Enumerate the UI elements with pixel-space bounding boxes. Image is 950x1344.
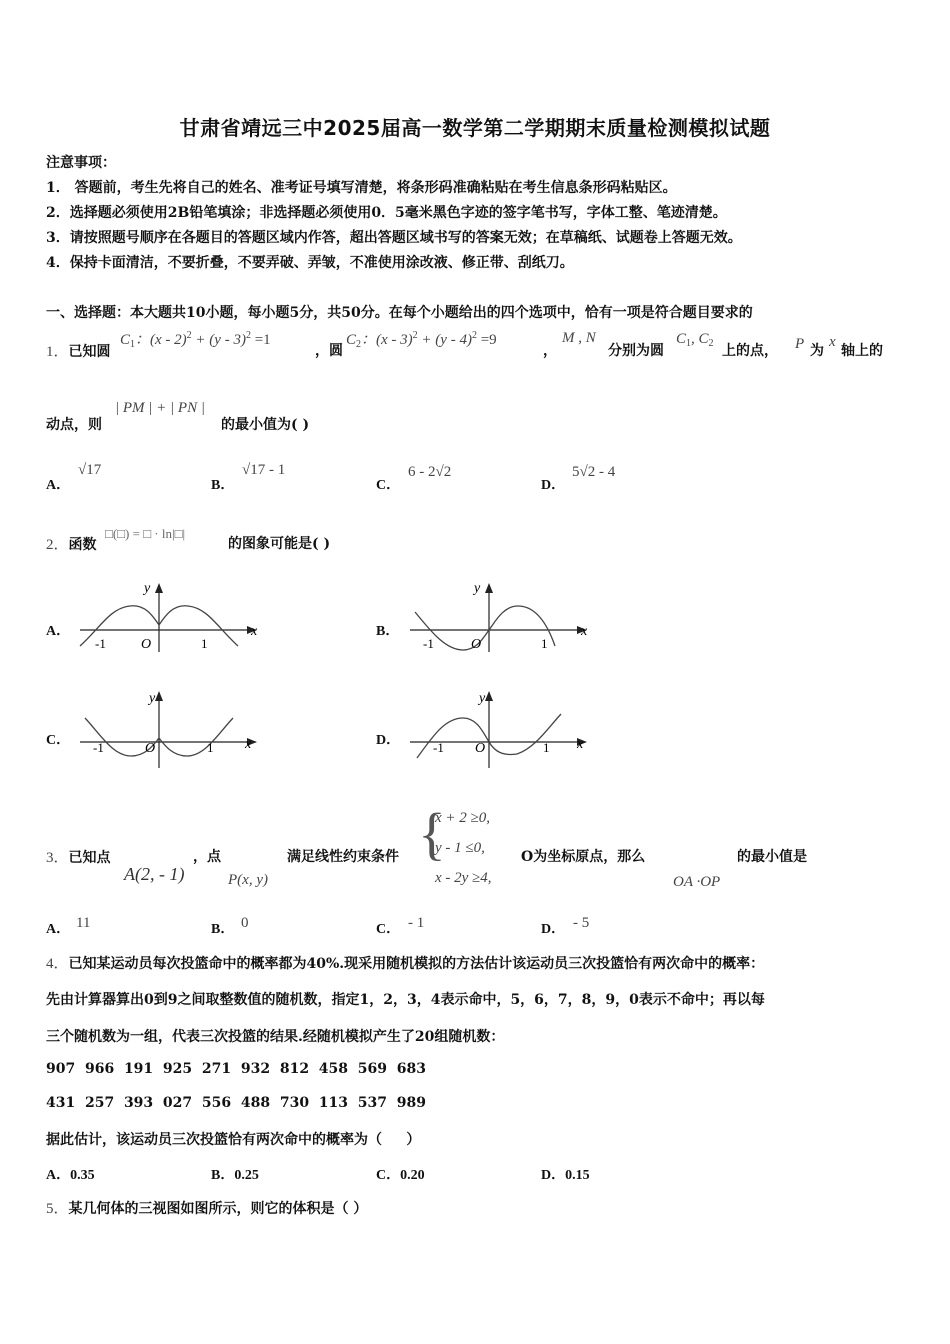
- q3-number: 3．: [46, 850, 69, 866]
- q2-graph-a: [75, 578, 265, 653]
- x-label: x: [577, 737, 584, 752]
- q3-text-2: ，点: [193, 849, 221, 865]
- q1-option-a-value: √17: [78, 462, 102, 478]
- q4-question: 据此估计，该运动员三次投篮恰有两次命中的概率为（ ）: [46, 1132, 421, 1148]
- q2-graph-b: [405, 578, 595, 653]
- origin-label: O: [145, 741, 156, 756]
- q2-text-1: 函数: [68, 537, 97, 553]
- q3-dot-product: OA ·OP: [673, 874, 721, 890]
- q1-text-7: 动点，则: [46, 417, 102, 433]
- q1-circle2-eq: $C_2$：(x - 3)$^2$ + (y - 4)$^2$ =9: [346, 330, 497, 350]
- tick-pos: 1: [201, 636, 208, 651]
- q4-line-3: 三个随机数为一组，代表三次投篮的结果.经随机模拟产生了20组随机数：: [46, 1029, 505, 1045]
- q3-constraint-3: x - 2y ≥4,: [435, 870, 492, 886]
- q1-p: P: [795, 336, 805, 352]
- x-label: x: [581, 624, 588, 639]
- q1-option-a-label: A．: [46, 478, 71, 493]
- q3-option-d-value: - 5: [573, 915, 590, 931]
- q1-option-c-label: C．: [376, 478, 401, 493]
- q1-option-c-value: 6 - 2√2: [408, 464, 452, 480]
- q4-random-row-2: 431 257 393 027 556 488 730 113 537 989: [46, 1095, 426, 1111]
- y-label: y: [479, 691, 486, 706]
- q1-comma: ，: [543, 343, 557, 359]
- q4-option-a: A．0.35: [46, 1168, 95, 1183]
- notice-item-1: 1． 答题前，考生先将自己的姓名、准考证号填写清楚，将条形码准确粘贴在考生信息条形码粘贴区。: [46, 180, 677, 196]
- y-axis-arrow: [485, 583, 493, 593]
- q1-text-8: 的最小值为( ): [221, 417, 310, 433]
- y-label: y: [144, 581, 151, 596]
- origin-label: O: [471, 637, 482, 652]
- q3-text-3: 满足线性约束条件: [287, 849, 399, 865]
- q1-number: 1．: [46, 344, 69, 360]
- tick-neg: -1: [423, 636, 434, 651]
- curve: [415, 606, 555, 650]
- origin-label: O: [475, 741, 486, 756]
- q3-option-c-value: - 1: [408, 915, 425, 931]
- page-title: 甘肃省靖远三中2025届高一数学第二学期期末质量检测模拟试题: [179, 116, 771, 140]
- q4-line-2: 先由计算器算出0到9之间取整数值的随机数，指定1，2，3，4表示命中，5，6，7，8，9，0表示不命中；再以每: [46, 992, 765, 1008]
- q3-text-1: 已知点: [68, 850, 111, 866]
- q4-option-d: D．0.15: [541, 1168, 590, 1183]
- q1-text-3: 分别为圆: [608, 343, 664, 359]
- q3-line: [46, 846, 111, 867]
- q5-text: 某几何体的三视图如图所示，则它的体积是（ ）: [68, 1201, 368, 1217]
- q3-option-b-value: 0: [241, 915, 249, 931]
- q4-random-row-1: 907 966 191 925 271 932 812 458 569 683: [46, 1061, 426, 1077]
- q2-line: [46, 533, 97, 554]
- q1-option-d-value: 5√2 - 4: [572, 464, 616, 480]
- q1-circles: $C_1$, $C_2$: [676, 331, 714, 349]
- q2-function: □(□) = □ · ln|□|: [105, 526, 186, 541]
- y-axis-arrow: [155, 583, 163, 593]
- origin-label: O: [141, 637, 152, 652]
- q3-option-d-label: D．: [541, 922, 566, 937]
- q3-text-5: 的最小值是: [737, 849, 807, 865]
- tick-neg: -1: [433, 740, 444, 755]
- notice-item-3: 3．请按照题号顺序在各题目的答题区域内作答，超出答题区域书写的答案无效；在草稿纸、试题卷上答题无效。: [46, 230, 742, 246]
- q3-option-a-value: 11: [76, 915, 91, 931]
- q3-option-b-label: B．: [211, 922, 235, 937]
- q5-line: [46, 1197, 367, 1218]
- q4-option-c: C．0.20: [376, 1168, 425, 1183]
- notice-heading: 注意事项：: [46, 155, 116, 171]
- notice-item-4: 4．保持卡面清洁，不要折叠，不要弄破、弄皱，不准使用涂改液、修正带、刮纸刀。: [46, 255, 574, 271]
- y-axis-arrow: [485, 691, 493, 701]
- q3-option-a-label: A．: [46, 922, 71, 937]
- q2-number: 2．: [46, 537, 69, 553]
- x-label: x: [245, 737, 252, 752]
- q3-text-4: O为坐标原点，那么: [521, 849, 646, 865]
- q1-mn: M , N: [562, 330, 596, 346]
- q3-constraint-1: x + 2 ≥0,: [435, 810, 491, 826]
- q1-text-4: 上的点，: [722, 343, 778, 359]
- q3-brace: {: [418, 801, 446, 866]
- tick-pos: 1: [543, 740, 550, 755]
- section-heading: 一、选择题：本大题共10小题，每小题5分，共50分。在每个小题给出的四个选项中，恰有一项是符合题目要求的: [46, 305, 753, 321]
- q1-circle1-eq: $C_1$：(x - 2)$^2$ + (y - 3)$^2$ =1: [120, 330, 271, 350]
- tick-neg: -1: [95, 636, 106, 651]
- q1-text-2: ，圆: [315, 343, 343, 359]
- q1-option-d-label: D．: [541, 478, 566, 493]
- q1-text-1: 已知圆: [68, 344, 111, 360]
- notice-item-2: 2．选择题必须使用2B铅笔填涂；非选择题必须使用0．5毫米黑色字迹的签字笔书写，字体工整、笔迹清楚。: [46, 205, 727, 221]
- tick-pos: 1: [541, 636, 548, 651]
- q1-expr: | PM | + | PN |: [115, 400, 205, 416]
- tick-pos: 1: [207, 740, 214, 755]
- y-label: y: [474, 581, 481, 596]
- q4-number: 4．: [46, 956, 69, 972]
- q2-option-c-label: C．: [46, 733, 71, 748]
- tick-neg: -1: [93, 740, 104, 755]
- q3-option-c-label: C．: [376, 922, 401, 937]
- q1-text-6: 轴上的: [841, 343, 883, 359]
- q2-graph-d: [405, 686, 595, 771]
- q3-point-p: P(x, y): [228, 872, 268, 888]
- q4-option-b: B．0.25: [211, 1168, 259, 1183]
- q1-line1: [46, 340, 111, 361]
- q5-number: 5．: [46, 1201, 69, 1217]
- x-label: x: [251, 624, 258, 639]
- q1-text-5: 为: [810, 343, 824, 359]
- q3-point-a: A(2, - 1): [124, 864, 185, 884]
- q4-line-1: 4．已知某运动员每次投篮命中的概率都为40%.现采用随机模拟的方法估计该运动员三次投篮恰有两次命中的概率：: [46, 956, 765, 972]
- q3-constraint-2: y - 1 ≤0,: [435, 840, 485, 856]
- q1-option-b-value: √17 - 1: [242, 462, 286, 478]
- y-label: y: [149, 691, 156, 706]
- y-axis-arrow: [155, 691, 163, 701]
- q2-graph-c: [75, 686, 265, 771]
- q2-text-2: 的图象可能是( ): [228, 536, 331, 552]
- q2-option-a-label: A．: [46, 624, 71, 639]
- q2-option-b-label: B．: [376, 624, 400, 639]
- q1-option-b-label: B．: [211, 478, 235, 493]
- q2-option-d-label: D．: [376, 733, 401, 748]
- q1-x: x: [829, 334, 836, 350]
